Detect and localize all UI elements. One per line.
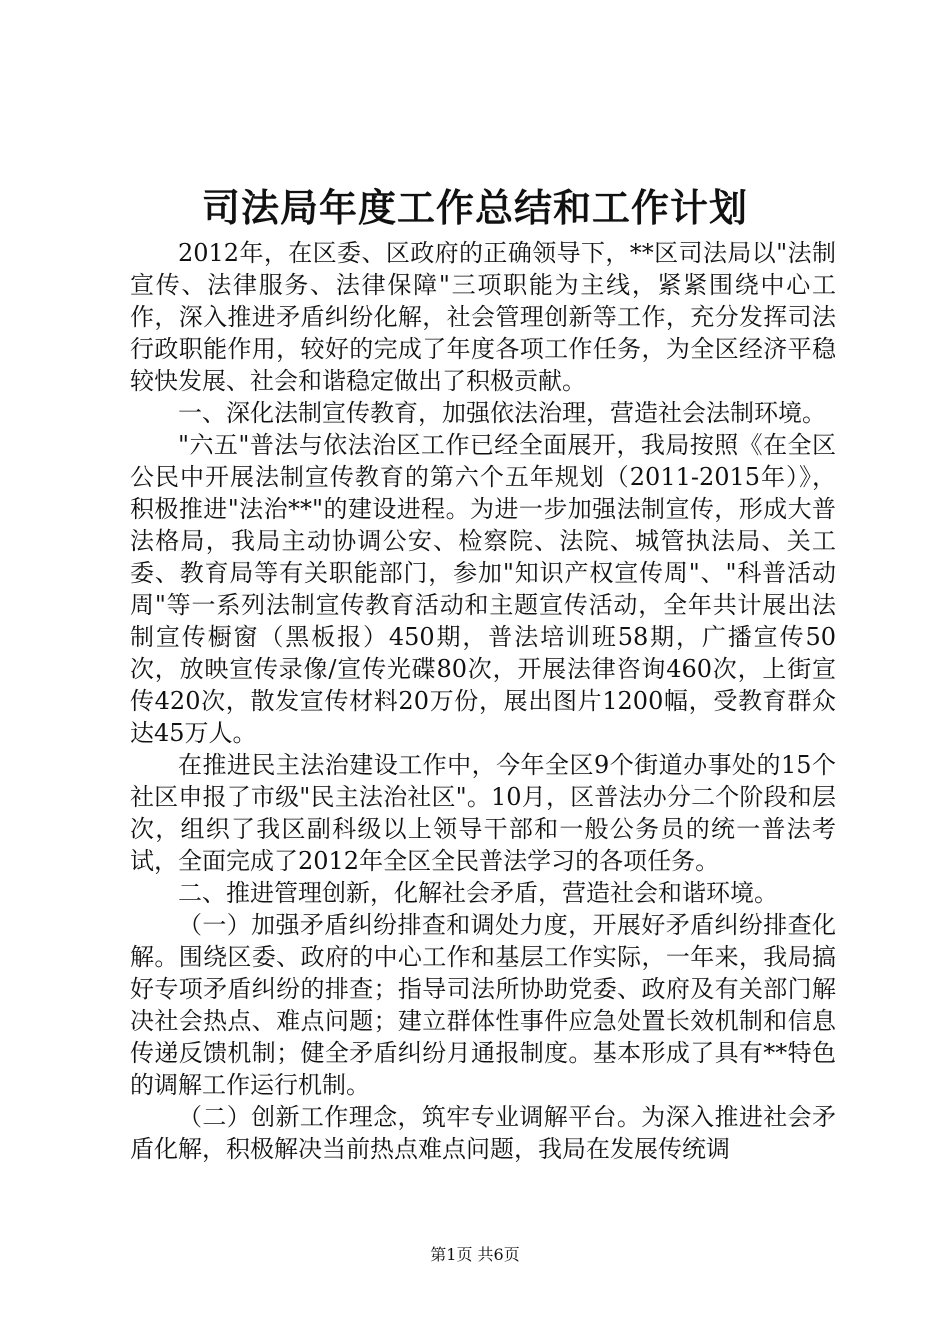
paragraph-dispute-investigation: （一）加强矛盾纠纷排查和调处力度，开展好矛盾纠纷排查化解。围绕区委、政府的中心工作和基层工作实际，一年来，我局搞好专项矛盾纠纷的排查；指导司法所协助党委、政府及有关部门解决社会热点、难点问题；建立群体性事件应急处置长效机制和信息传递反馈机制；健全矛盾纠纷月通报制度。基本形成了具有**特色的调解工作运行机制。 — [130, 911, 836, 1099]
paragraph-intro: 2012年，在区委、区政府的正确领导下，**区司法局以"法制宣传、法律服务、法律保障"三项职能为主线，紧紧围绕中心工作，深入推进矛盾纠纷化解，社会管理创新等工作，充分发挥司法行政职能作用，较好的完成了年度各项工作任务，为全区经济平稳较快发展、社会和谐稳定做出了积极贡献。 — [130, 239, 836, 395]
document-title: 司法局年度工作总结和工作计划 — [201, 185, 748, 230]
document-body — [130, 237, 836, 1165]
section-heading-2: 二、推进管理创新，化解社会矛盾，营造社会和谐环境。 — [178, 879, 778, 907]
paragraph-mediation-platform: （二）创新工作理念，筑牢专业调解平台。为深入推进社会矛盾化解，积极解决当前热点难点问题，我局在发展传统调 — [130, 1103, 836, 1163]
paragraph-legal-publicity: "六五"普法与依法治区工作已经全面展开，我局按照《在全区公民中开展法制宣传教育的第六个五年规划（2011-2015年）》，积极推进"法治**"的建设进程。为进一步加强法制宣传，形成大普法格局，我局主动协调公安、检察院、法院、城管执法局、关工委、教育局等有关职能部门，参加"知识产权宣传周"、"科普活动周"等一系列法制宣传教育活动和主题宣传活动，全年共计展出法制宣传橱窗（黑板报）450期，普法培训班58期，广播宣传50次，放映宣传录像/宣传光碟80次，开展法律咨询460次，上街宣传420次，散发宣传材料20万份，展出图片1200幅，受教育群众达45万人。 — [130, 431, 836, 747]
section-heading-1: 一、深化法制宣传教育，加强依法治理，营造社会法制环境。 — [178, 399, 826, 427]
paragraph-democracy: 在推进民主法治建设工作中，今年全区9个街道办事处的15个社区申报了市级"民主法治社区"。10月，区普法办分二个阶段和层次，组织了我区副科级以上领导干部和一般公务员的统一普法考试，全面完成了2012年全区全民普法学习的各项任务。 — [130, 751, 836, 875]
page-footer: 第1页 共6页 — [430, 1245, 520, 1264]
